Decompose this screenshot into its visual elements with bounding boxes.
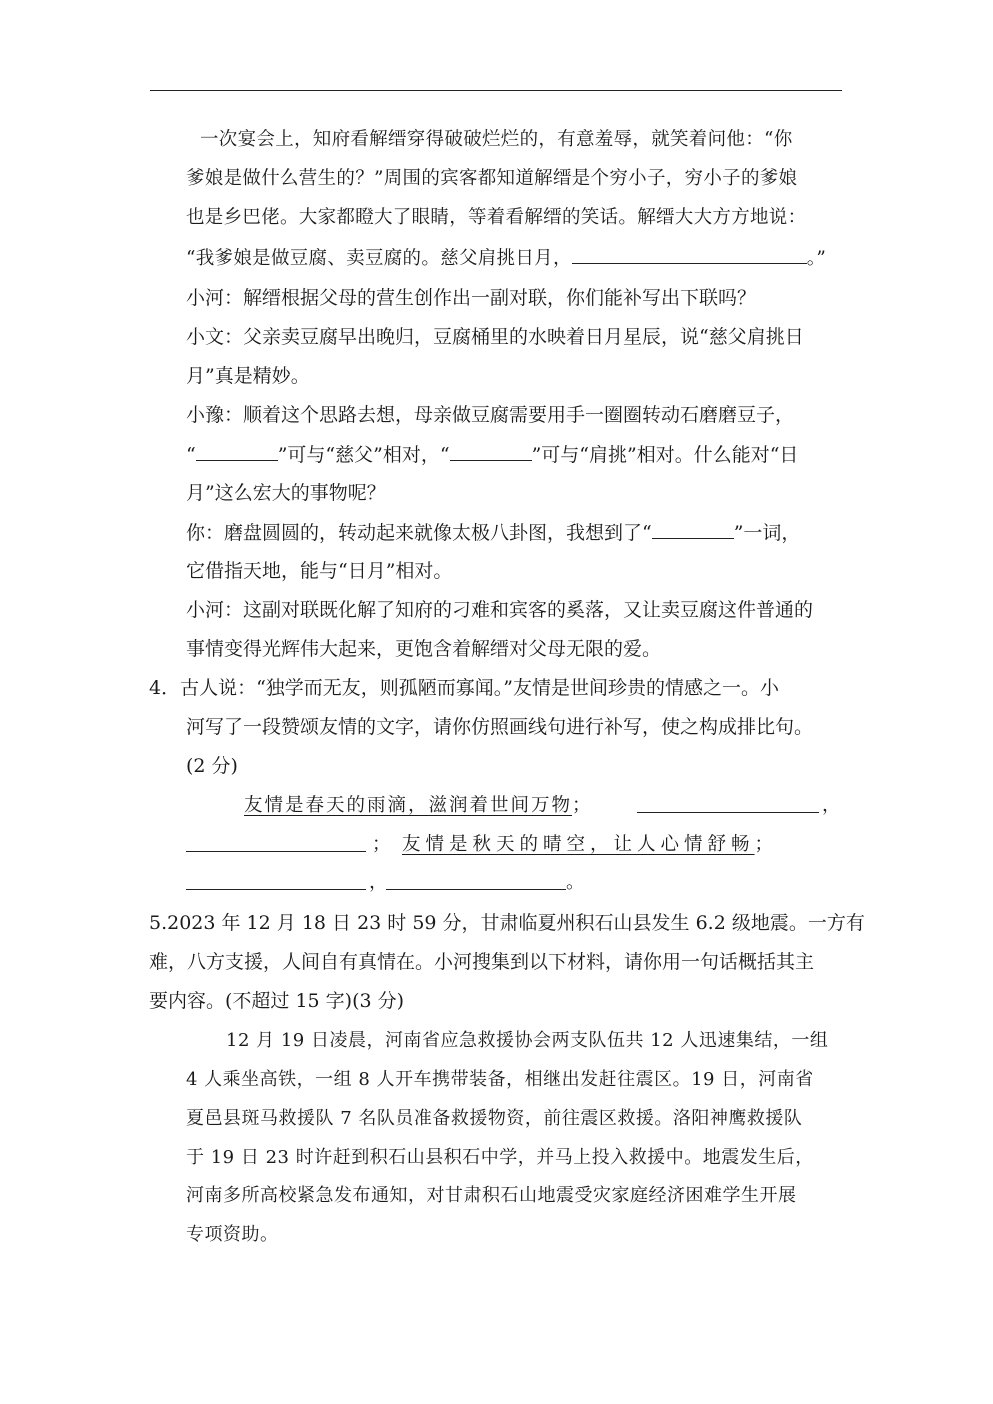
blank-shoutui[interactable] [450, 442, 532, 461]
q4-line-1: 4．古人说：“独学而无友，则孤陋而寡闻。”友情是世间珍贵的情感之一。小 [149, 677, 780, 699]
header-rule [150, 90, 842, 91]
dialog-line-7 [186, 520, 800, 545]
dialog-line-8: 它借指天地，能与“日月”相对。 [186, 560, 453, 582]
dialog-line-5-end: ”可与“肩挑”相对。什么能对“日 [531, 444, 799, 466]
q4-blank-2[interactable] [186, 833, 366, 852]
q4-punct-3: ； [372, 834, 391, 855]
dialog-line-7-text: 你：磨盘圆圆的，转动起来就像太极八卦图，我想到了“ [186, 522, 652, 544]
story-line-4-text: “我爹娘是做豆腐、卖豆腐的。慈父肩挑日月， [186, 248, 572, 269]
q4-blank-3[interactable] [186, 871, 366, 890]
blank-tiandi-word[interactable] [652, 520, 734, 539]
news-line-6: 专项资助。 [186, 1224, 279, 1245]
dialog-line-7-end: ”一词， [733, 522, 801, 544]
q4-punct-2: ， [822, 795, 841, 816]
news-line-3: 夏邑县斑马救援队 7 名队员准备救援物资，前往震区救援。洛阳神鹰救援队 [186, 1108, 803, 1129]
story-line-1: 一次宴会上，知府看解缙穿得破破烂烂的，有意羞辱，就笑着问他：“你 [200, 129, 793, 150]
dialog-line-5 [186, 442, 798, 467]
dialog-line-10: 事情变得光辉伟大起来，更饱含着解缙对父母无限的爱。 [186, 638, 662, 660]
q5-line-3: 要内容。(不超过 15 字)(3 分) [149, 990, 405, 1012]
q4-line-2: 河写了一段赞颂友情的文字，请你仿照画线句进行补写，使之构成排比句。 [186, 716, 814, 738]
dialog-line-4: 小豫：顺着这个思路去想，母亲做豆腐需要用手一圈圈转动石磨磨豆子， [186, 404, 795, 426]
news-line-5: 河南多所高校紧急发布通知，对甘肃积石山地震受灾家庭经济困难学生开展 [186, 1185, 797, 1206]
q5-line-2: 难，八方支援，人间自有真情在。小河搜集到以下材料，请你用一句话概括其主 [149, 951, 815, 973]
story-line-4 [186, 245, 826, 271]
q4-blank-4[interactable] [386, 871, 566, 890]
dialog-line-2: 小文：父亲卖豆腐早出晚归，豆腐桶里的水映着日月星辰，说“慈父肩挑日 [186, 326, 804, 348]
dialog-line-9: 小河：这副对联既化解了知府的刁难和宾客的奚落，又让卖豆腐这件普通的 [186, 599, 814, 621]
blank-cidu[interactable] [196, 442, 278, 461]
story-line-2: 爹娘是做什么营生的？”周围的宾客都知道解缙是个穷小子，穷小子的爹娘 [186, 168, 798, 189]
news-line-4: 于 19 日 23 时许赶到积石山县积石中学，并马上投入救援中。地震发生后， [186, 1147, 814, 1168]
q4-punct-6: 。 [566, 872, 585, 893]
dialog-line-6: 月”这么宏大的事物呢？ [186, 482, 386, 504]
q5-line-1: 5.2023 年 12 月 18 日 23 时 59 分，甘肃临夏州积石山县发生 6.2 级地震。一方有 [149, 912, 865, 934]
underlined-sentence-2: 友情是秋天的晴空，让人心情舒畅 [402, 834, 755, 855]
dialog-line-3: 月”真是精妙。 [186, 365, 310, 387]
q4-punct-1: ； [572, 795, 591, 816]
dialog-line-5-open: “ [186, 444, 196, 466]
story-line-3: 也是乡巴佬。大家都瞪大了眼睛，等着看解缙的笑话。解缙大大方方地说： [186, 207, 807, 228]
couplet-answer-blank[interactable] [572, 245, 807, 264]
q4-punct-5: ， [369, 872, 388, 893]
dialog-line-5-mid: ”可与“慈父”相对，“ [277, 444, 450, 466]
q4-punct-4: ； [754, 834, 774, 855]
q4-sentence-row-1 [244, 794, 591, 818]
q4-sentence-row-2 [402, 833, 773, 857]
underlined-sentence-1: 友情是春天的雨滴，滋润着世间万物 [244, 795, 573, 816]
news-line-1: 12 月 19 日凌晨，河南省应急救援协会两支队伍共 12 人迅速集结，一组 [226, 1030, 829, 1051]
dialog-line-1: 小河：解缙根据父母的营生创作出一副对联，你们能补写出下联吗？ [186, 287, 757, 309]
news-line-2: 4 人乘坐高铁，一组 8 人开车携带装备，相继出发赶往震区。19 日，河南省 [186, 1069, 814, 1090]
q4-blank-1[interactable] [637, 794, 819, 813]
q4-line-3: (2 分) [186, 755, 238, 777]
story-line-4-end: 。” [806, 248, 827, 269]
